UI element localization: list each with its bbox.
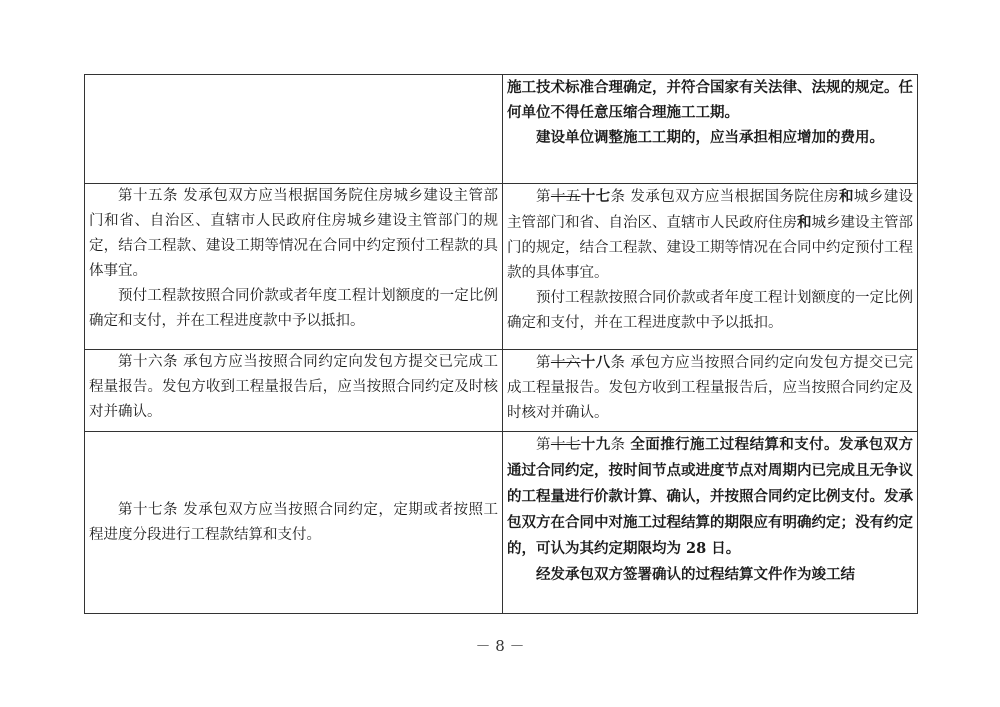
deleted-text: 十六 [550, 355, 581, 371]
paragraph [89, 284, 498, 334]
text-run: 第 [536, 189, 551, 205]
paragraph [507, 350, 913, 426]
paragraph [89, 350, 498, 425]
paragraph [89, 498, 498, 548]
text-run: 第十六条 承包方应当按照合同约定向发包方提交已完成工程量报告。发包方收到工程量报告后，应当按照合同约定及时核对并确认。 [89, 354, 498, 420]
text-run: 建设单位调整施工工期的，应当承担相应增加的费用。 [536, 129, 884, 146]
right-cell [503, 75, 918, 184]
added-text: 全面推行施工过程结算和支付。发承包双方通过合同约定，按时间节点或进度节点对周期内已完成且无争议的工程量进行价款计算、确认，并按照合同约定比例支付。发承包双方在合同中对施工过程结算的期限应有明确约定；没有约定的，可认为其约定期限均为 28 日。 [507, 436, 914, 557]
added-text: 十八 [580, 354, 611, 371]
text-run: 第十七条 发承包双方应当按照合同约定，定期或者按照工程进度分段进行工程款结算和支付。 [89, 501, 498, 543]
text-run: 预付工程款按照合同价款或者年度工程计划额度的一定比例确定和支付，并在工程进度款中予以抵扣。 [89, 288, 498, 329]
text-run: 条 [610, 437, 631, 453]
table-row [85, 75, 918, 184]
page-number: － 8 － [475, 637, 525, 655]
left-cell [85, 432, 503, 614]
text-run: 第 [536, 355, 551, 371]
text-run: 第十五条 发承包双方应当根据国务院住房城乡建设主管部门和省、自治区、直辖市人民政府住房城乡建设主管部门的规定，结合工程款、建设工期等情况在合同中约定预付工程款的具体事宜。 [89, 188, 498, 279]
text-run: 第 [536, 437, 551, 453]
paragraph [507, 286, 913, 336]
right-cell [503, 184, 918, 350]
text-run: 预付工程款按照合同价款或者年度工程计划额度的一定比例确定和支付，并在工程进度款中予以抵扣。 [507, 290, 913, 331]
left-cell [85, 75, 503, 184]
paragraph [507, 125, 913, 150]
table-row [85, 432, 918, 614]
added-text: 和 [797, 214, 812, 231]
paragraph [507, 184, 913, 286]
added-text: 十九 [580, 436, 611, 453]
deleted-text: 十五 [550, 189, 581, 205]
text-run: 条 承包方应当按照合同约定向发包方提交已完成工程量报告。发包方收到工程量报告后，应当按照合同约定及时核对并确认。 [507, 355, 914, 421]
table-row [85, 350, 918, 432]
text-run: 城乡建设主管部门和省、自治区、直辖市人民政府住房 [507, 189, 914, 231]
paragraph [507, 75, 913, 125]
paragraph [507, 562, 913, 587]
added-text: 十七 [580, 188, 611, 205]
table-row [85, 184, 918, 350]
text-run: 经发承包双方签署确认的过程结算文件作为竣工结 [536, 566, 855, 583]
deleted-text: 十七 [550, 437, 581, 453]
text-run: 施工技术标准合理确定，并符合国家有关法律、法规的规定。任何单位不得任意压缩合理施工工期。 [507, 79, 913, 121]
added-text: 和 [838, 188, 854, 205]
text-run: 条 发承包双方应当根据国务院住房 [610, 189, 839, 205]
left-cell [85, 184, 503, 350]
text-run: 城乡建设主管部门的规定，结合工程款、建设工期等情况在合同中约定预付工程款的具体事宜。 [507, 215, 913, 281]
right-cell [503, 350, 918, 432]
left-cell [85, 350, 503, 432]
document-table [84, 74, 918, 614]
paragraph [507, 432, 913, 562]
right-cell [503, 432, 918, 614]
paragraph [89, 184, 498, 284]
